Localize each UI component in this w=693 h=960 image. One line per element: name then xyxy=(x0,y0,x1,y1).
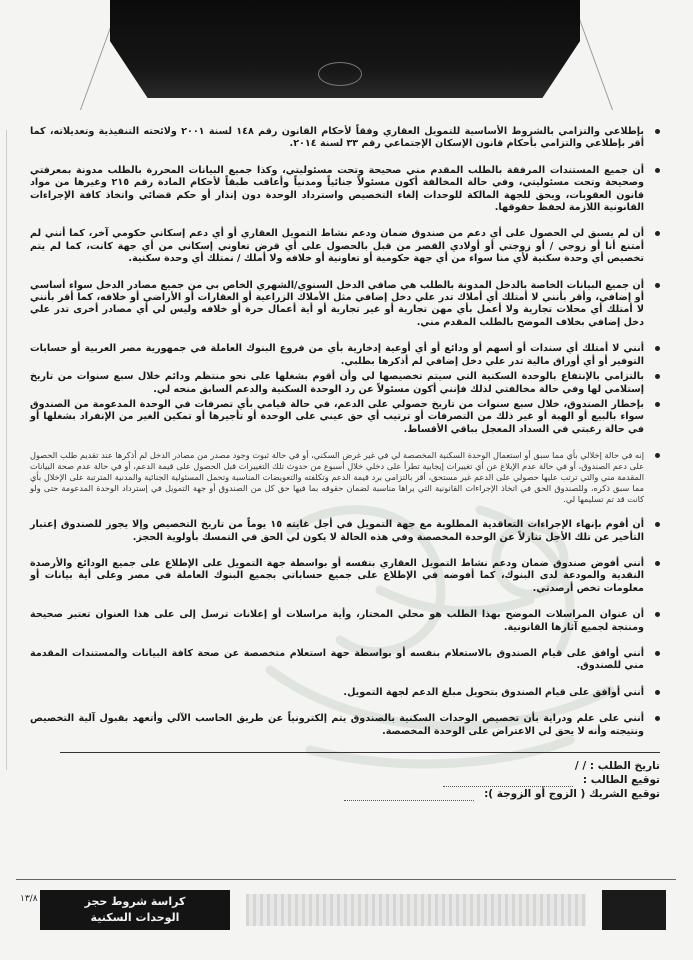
declaration-text: أن جميع المستندات المرفقة بالطلب المقدم مني صحيحة وتحت مسئوليتي، وكذا جميع البيانات المحررة بالطلب مدونة بمعرفتي وصحيحة وتحت مسئوليتي، وفي حالة المخالفة أكون مسئولاً جنائياً ومدنياً وأعاقب طبقاً لأحكام المادة رقم ٢١٥ وغيرها من مواد قانون العقوبات، ويحق للجهة المالكة للوحدات إلغاء التخصيص واسترداد الوحدة دون إنذار أو حكم قضائي واتخاذ كافة الإجراءات القانونية اللازمة لحفظ حقوقها. xyxy=(30,164,645,214)
declaration-item-13 xyxy=(30,687,660,699)
header-logo-icon xyxy=(318,62,362,86)
declaration-text: بإطلاعي والتزامي بالشروط الأساسية للتمويل العقاري وفقاً لأحكام القانون رقم ١٤٨ لسنة ٢٠٠١ ولائحته التنفيذية وتعديلاته، كما أقر بإطلاعي والتزامي بأحكام قانون الإسكان الإجتماعي رقم ٣٣ لسنة ٢٠١٤. xyxy=(30,126,644,150)
bullet-icon xyxy=(655,651,660,656)
bullet-icon xyxy=(655,612,660,617)
footer-title-line1: كراسة شروط حجز xyxy=(84,895,186,908)
bullet-icon xyxy=(655,561,660,566)
bullet-icon xyxy=(655,453,660,458)
bullet-icon xyxy=(655,522,660,527)
bullet-icon xyxy=(655,346,660,351)
spouse-signature-label: توقيع الشريك ( الزوج أو الزوجة ): xyxy=(484,788,660,800)
declaration-text: بالتزامي بالإنتفاع بالوحدة السكنية التي سيتم تخصيصها لي وأن أقوم بشغلها على نحو منتظم ودائم خلال سبع سنوات من تاريخ إستلامي لها وفي حالة مخالفتي لذلك فإنني أكون مسئولاً عن رد الوحدة السكنية والدعم السابق منحه لي. xyxy=(30,371,644,395)
header-corner-right xyxy=(572,0,693,110)
header-corner-left xyxy=(0,0,121,110)
declaration-item-2 xyxy=(30,165,660,215)
declaration-item-12 xyxy=(30,648,660,673)
request-date-label: تاريخ الطلب : xyxy=(589,760,660,772)
declaration-item-8 xyxy=(30,450,660,505)
declaration-text: إنه في حالة إخلالي بأي مما سبق أو استعمال الوحدة السكنية المخصصة لي في غير غرض السكني، أو في حالة ثبوت وجود مصدر من مصادر الدخل لم أذكرها عند تقديم طلب الحصول على دعم الصندوق، أو في حالة عدم الإبلاغ عن أي تغييرات إيجابية تطرأ على دخلي خلال أسبوع من حدوث تلك التغييرات قبل الحصول على قيمة الدعم، أو في حالة عدم صحة البيانات المقدمة مني والتي ترتب عليها حصولي على الدعم غير مستحق، أقر بالتزامي برد قيمة الدعم وتكلفته والتعويضات المناسبة وتحمل المسئولية الجنائية والمدنية المترتبة على الإخلال بأي مما سبق ذكره، وللصندوق الحق في اتخاذ الإجراءات القانونية التي يراها مناسبة لضمان حقوقه بما فيها حق كل من الصندوق أو جهة التمويل في إسترداد الوحدة المدعومة حتى ولو كانت قد تم تسليمها لي. xyxy=(30,450,644,505)
declaration-text: أنني أوافق على قيام الصندوق بالاستعلام بنفسه أو بواسطة جهة استعلام متخصصة عن صحة كافة البيانات والمستندات المقدمة مني للصندوق. xyxy=(30,647,644,672)
declaration-item-10 xyxy=(30,558,660,595)
declaration-text: أن جميع البيانات الخاصة بالدخل المدونة بالطلب هي صافي الدخل السنوي/الشهري الخاص بي من جميع مصادر الدخل سواء أساسي أو إضافي، وأقر بأنني لا أمتلك أي أملاك تدر علي دخل إضافي مثل الأملاك الزراعية أو العقارات أو الأراضي أو خلافه، كما أقر بأنني لا أمتلك أي محلات تجارية ولا أعمل بأي مهن تجارية أو غير تجارية أو أية أعمال حرة أو خلافه وليس لي أي مصادر أخرى تدر علي دخل إضافي بخلاف الموضح بالطلب المقدم مني. xyxy=(30,279,644,328)
declaration-item-1 xyxy=(30,126,660,151)
declaration-text: أنني أوافق على قيام الصندوق بتحويل مبلغ الدعم لجهة التمويل. xyxy=(343,686,644,698)
declaration-text: بإخطار الصندوق، خلال سبع سنوات من تاريخ حصولي على الدعم، في حالة قيامي بأي تصرفات في الوحدة المدعومة من الصندوق سواء بالبيع أو الهبة أو غير ذلك من التصرفات أو ترتيب أي حق عيني على الوحدة أو تأجيرها أو تمكين الغير من الإنفراد بشغلها أو في حالة رغبتي في السداد المعجل بباقي الأقساط. xyxy=(30,398,644,435)
bullet-icon xyxy=(655,716,660,721)
declaration-text: أن عنوان المراسلات الموضح بهذا الطلب هو محلي المختار، وأية مراسلات أو إعلانات ترسل إلى على هذا العنوان تعتبر صحيحة ومنتجة لجميع آثارها القانونية. xyxy=(30,609,644,633)
declaration-text: أنني على علم ودراية بأن تخصيص الوحدات السكنية بالصندوق يتم إلكترونياً عن طريق الحاسب الآلي وأتعهد بقبول آلية التخصيص ونتيجته وأنه لا يحق لي الاعتراض على الوحدة المخصصة. xyxy=(30,713,644,737)
signature-separator xyxy=(60,752,660,753)
bullet-icon xyxy=(655,402,660,407)
bullet-icon xyxy=(655,690,660,695)
declaration-item-3 xyxy=(30,228,660,265)
declaration-text: أنني لا أمتلك أي سندات أو أسهم أو ودائع أو أي أوعية إدخارية بأي من فروع البنوك العاملة في جمهورية مصر العربية أو حسابات التوفير أو أي أوراق مالية تدر علي دخل إضافي لم أذكرها بطلبي. xyxy=(30,343,644,367)
left-margin-line xyxy=(6,130,15,770)
declaration-item-11 xyxy=(30,609,660,634)
declaration-text: أنني أفوض صندوق ضمان ودعم نشاط التمويل العقاري بنفسه أو بواسطة جهة التمويل على الإطلاع على جميع الودائع والأرصدة النقدية والمودعة لدى البنوك، كما أفوضه في الإطلاع على جميع حساباتي بجميع البنوك العاملة في مصر وعلى أية بيانات أو معلومات تخص أرصدتي. xyxy=(30,557,644,594)
bullet-icon xyxy=(655,129,660,134)
request-date-value[interactable]: / / xyxy=(574,760,587,772)
spouse-signature-field[interactable] xyxy=(344,800,474,801)
footer-decoration xyxy=(246,894,586,926)
footer-title-box xyxy=(40,890,230,930)
spouse-signature-row xyxy=(30,787,660,801)
declarations-list xyxy=(30,126,660,801)
bullet-icon xyxy=(655,374,660,379)
request-date-row xyxy=(30,759,660,773)
declaration-item-9 xyxy=(30,519,660,544)
footer-title-line2: الوحدات السكنية xyxy=(90,911,180,924)
declaration-item-7 xyxy=(30,399,660,436)
page-footer xyxy=(16,879,676,934)
declaration-item-14 xyxy=(30,713,660,738)
footer-logo-icon xyxy=(602,890,666,930)
declaration-item-5 xyxy=(30,343,660,368)
applicant-signature-row xyxy=(30,773,660,787)
declaration-text: أن لم يسبق لي الحصول على أي دعم من صندوق ضمان ودعم نشاط التمويل العقاري أو أي دعم إسكاني حكومي آخر، كما أنني لم أمتنع أنا أو زوجي / أو زوجتي أو أولادي القصر من قبل بالحصول على أي قرض تعاوني إسكاني من أي جهة كانت، كما لم يتم تخصيص أي وحدة سكنية لأي منا سواء من أي جهة حكومية أو تعاونية أو خلافه ولا أملك / نمتلك أي وحدة سكنية. xyxy=(30,228,644,265)
bullet-icon xyxy=(655,283,660,288)
declaration-item-4 xyxy=(30,280,660,330)
bullet-icon xyxy=(655,168,660,173)
declaration-item-6 xyxy=(30,371,660,396)
page-number: ١٣/٨ xyxy=(20,894,38,904)
bullet-icon xyxy=(655,231,660,236)
declaration-text: أن أقوم بإنهاء الإجراءات التعاقدية المطلوبة مع جهة التمويل في أجل غايته ١٥ يوماً من تاريخ التخصيص وإلا يجوز للصندوق إعتبار التأخير عن تلك الأجل تنازلاً عن الوحدة المخصصة وفي هذه الحالة لا يكون لي الحق في التمسك بأولوية الحجز. xyxy=(30,519,644,543)
applicant-signature-label: توقيع الطالب : xyxy=(582,774,660,786)
